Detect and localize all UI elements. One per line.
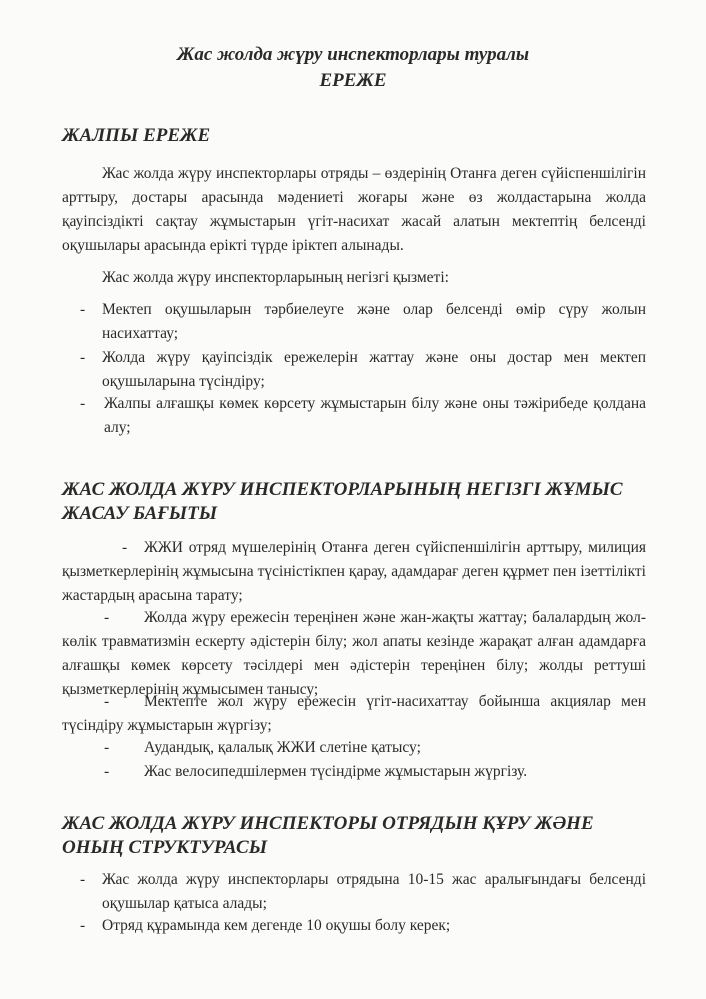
list-item: Жолда жүру қауіпсіздік ережелерін жаттау және оны достар мен мектеп оқушыларына түсіндіру;	[102, 349, 646, 390]
list-bullet: -	[80, 871, 86, 888]
list-bullet: -	[104, 609, 110, 626]
list-bullet: -	[80, 301, 86, 318]
list-item: Жас велосипедшілермен түсіндірме жұмыстарын жүргізу.	[144, 763, 528, 780]
list-item: Мектепте жол жүру ережесін үгіт-насихаттау бойынша акциялар мен түсіндіру жұмыстарын жүргізу;	[62, 693, 646, 734]
list-item: Жас жолда жүру инспекторлары отрядына 10-15 жас аралығындағы белсенді оқушылар қатыса алады;	[102, 871, 646, 912]
list-item: Жолда жүру ережесін тереңінен және жан-жақты жаттау; балалардың жол-көлік травматизмін ескерту әдістерін білу; жол апаты кезінде жарақат алған адамдарға алғашқы көмек көрсету тәсілдері мен әдістерін тереңінен білу; жолды реттуші қызметкерлерінің жұмысымен танысу;	[62, 609, 646, 698]
list-item: Аудандық, қалалық ЖЖИ слетіне қатысу;	[144, 739, 421, 756]
list-bullet: -	[104, 693, 110, 710]
list-item: Мектеп оқушыларын тәрбиелеуге және олар белсенді өмір сүру жолын насихаттау;	[102, 301, 646, 342]
section-heading-structure: ЖАС ЖОЛДА ЖҮРУ ИНСПЕКТОРЫ ОТРЯДЫН ҚҰРУ ЖӘНЕ ОНЫҢ СТРУКТУРАСЫ	[62, 813, 594, 858]
document-title: Жас жолда жүру инспекторлары туралы	[176, 44, 530, 65]
list-bullet: -	[80, 349, 86, 366]
section-heading-main-directions: ЖАС ЖОЛДА ЖҮРУ ИНСПЕКТОРЛАРЫНЫҢ НЕГІЗГІ ЖҰМЫС ЖАСАУ БАҒЫТЫ	[62, 479, 623, 524]
list-item: ЖЖИ отряд мүшелерінің Отанға деген сүйіспеншілігін арттыру, милиция қызметкерлерінің жұмысына түсіністікпен қарау, адамдарағ деген құрмет пен ізеттілікті жастардың арасына тарату;	[62, 539, 646, 604]
section-heading-general: ЖАЛПЫ ЕРЕЖЕ	[62, 125, 211, 146]
list-bullet: -	[80, 917, 86, 934]
section-subintro: Жас жолда жүру инспекторларының негізгі қызметі:	[102, 269, 449, 286]
list-bullet: -	[80, 395, 86, 412]
list-bullet: -	[104, 763, 110, 780]
section-intro-paragraph: Жас жолда жүру инспекторлары отряды – өздерінің Отанға деген сүйіспеншілігін арттыру, достары арасында мәдениеті жоғары және өз жолдастарына жолда қауіпсіздікті сақтау жұмыстарын үгіт-насихат жасай алатын мектептің белсенді оқушылары арасында ерікті түрде іріктеп алынады.	[62, 165, 646, 254]
list-item: Отряд құрамында кем дегенде 10 оқушы болу керек;	[102, 917, 451, 934]
list-bullet: -	[122, 539, 128, 556]
list-bullet: -	[104, 739, 110, 756]
list-item: Жалпы алғашқы көмек көрсету жұмыстарын білу және оны тәжірибеде қолдана алу;	[104, 395, 646, 436]
document-title-ereje: ЕРЕЖЕ	[319, 70, 387, 91]
